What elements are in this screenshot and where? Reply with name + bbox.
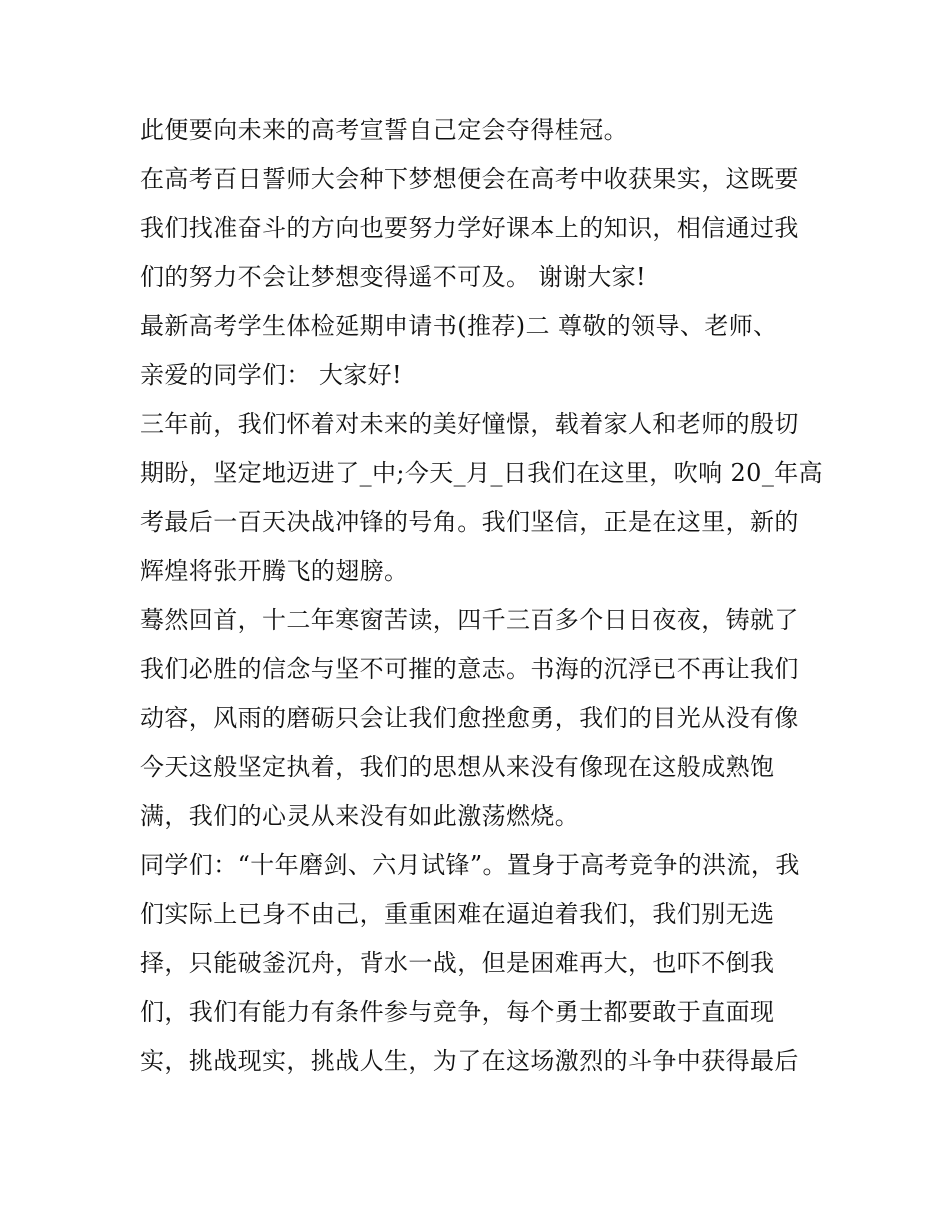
paragraph-line: 实，挑战现实，挑战人生，为了在这场激烈的斗争中获得最后 [140,1047,799,1075]
paragraph-line: 今天这般坚定执着，我们的思想从来没有像现在这般成熟饱 [140,753,775,781]
paragraph-line: 们实际上已身不由己，重重困难在逼迫着我们，我们别无选 [140,900,775,928]
paragraph-line: 们，我们有能力有条件参与竞争，每个勇士都要敢于直面现 [140,998,775,1026]
paragraph-line: 在高考百日誓师大会种下梦想便会在高考中收获果实，这既要 [140,165,799,193]
paragraph-line: 此便要向未来的高考宣誓自己定会夺得桂冠。 [140,116,628,144]
paragraph-line: 我们必胜的信念与坚不可摧的意志。书海的沉浮已不再让我们 [140,655,799,683]
paragraph-line: 择，只能破釜沉舟，背水一战，但是困难再大，也吓不倒我 [140,949,775,977]
paragraph-line: 动容，风雨的磨砺只会让我们愈挫愈勇，我们的目光从没有像 [140,704,799,732]
paragraph-line: 考最后一百天决战冲锋的号角。我们坚信，正是在这里，新的 [140,508,799,536]
paragraph-line: 们的努力不会让梦想变得遥不可及。 谢谢大家! [140,263,647,291]
paragraph-line: 蓦然回首，十二年寒窗苦读，四千三百多个日日夜夜，铸就了 [140,606,799,634]
paragraph-line: 辉煌将张开腾飞的翅膀。 [140,557,409,585]
section-heading-line: 最新高考学生体检延期申请书(推荐)二 尊敬的领导、老师、 [140,312,778,340]
paragraph-line: 期盼，坚定地迈进了_中;今天_月_日我们在这里，吹响 20_年高 [140,459,824,487]
greeting-line: 亲爱的同学们： 大家好! [140,361,403,389]
paragraph-line: 三年前，我们怀着对未来的美好憧憬，载着家人和老师的殷切 [140,410,799,438]
paragraph-line: 我们找准奋斗的方向也要努力学好课本上的知识，相信通过我 [140,214,799,242]
paragraph-line: 满，我们的心灵从来没有如此激荡燃烧。 [140,802,580,830]
paragraph-line: 同学们：“十年磨剑、六月试锋”。置身于高考竞争的洪流，我 [140,851,800,879]
